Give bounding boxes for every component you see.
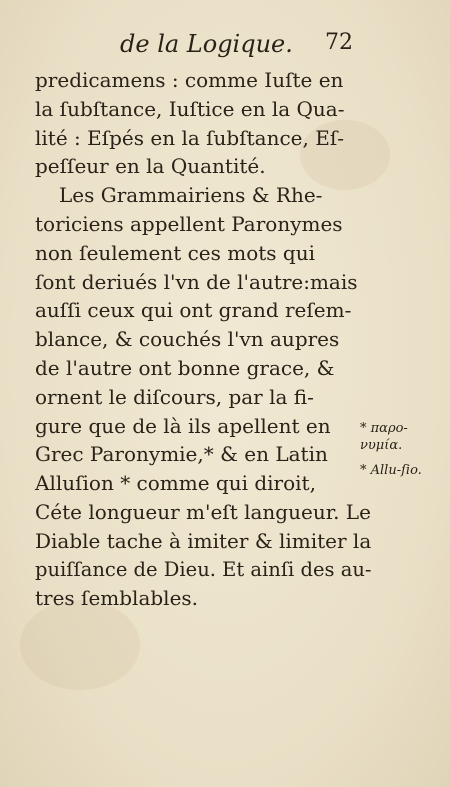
text-line: Diable tache à imiter & limiter la xyxy=(35,528,372,553)
paper-stain xyxy=(20,600,140,690)
text-line: ornent le diſcours, par la fi- xyxy=(35,384,314,409)
text-line: blance, & couchés l'vn aupres xyxy=(35,327,340,352)
text-line: Alluſion * comme qui diroit, xyxy=(35,471,316,496)
text-line: predicamens : comme Iuſte en xyxy=(35,68,344,92)
text-line: de l'autre ont bonne grace, & xyxy=(35,355,335,380)
page-number: 72 xyxy=(325,30,353,55)
margin-notes xyxy=(360,420,445,487)
text-line: gure que de là ils apellent en xyxy=(35,413,331,438)
margin-note: * Allu-ſio. xyxy=(360,463,422,478)
text-line: toriciens appellent Paronymes xyxy=(35,211,343,236)
text-line: non ſeulement ces mots qui xyxy=(35,240,315,265)
text-line: Les Grammairiens & Rhe- xyxy=(59,183,323,208)
text-line: la ſubſtance, Iuſtice en la Qua- xyxy=(35,96,345,121)
text-line: Grec Paronymie,* & en Latin xyxy=(35,442,328,467)
body-text xyxy=(35,66,375,613)
text-line: ſont deriués l'vn de l'autre:mais xyxy=(35,269,358,294)
text-line: peſſeur en la Quantité. xyxy=(35,154,266,179)
text-line: auſſi ceux qui ont grand reſem- xyxy=(35,298,352,323)
text-line: tres ſemblables. xyxy=(35,586,199,611)
text-line: puiſſance de Dieu. Et ainſi des au- xyxy=(35,557,372,581)
running-title: de la Logique. xyxy=(120,30,293,58)
margin-note: * παρο-νυμία. xyxy=(360,421,408,453)
text-line: lité : Eſpés en la ſubſtance, Eſ- xyxy=(35,125,344,150)
text-line: Céte longueur m'eſt langueur. Le xyxy=(35,499,371,524)
